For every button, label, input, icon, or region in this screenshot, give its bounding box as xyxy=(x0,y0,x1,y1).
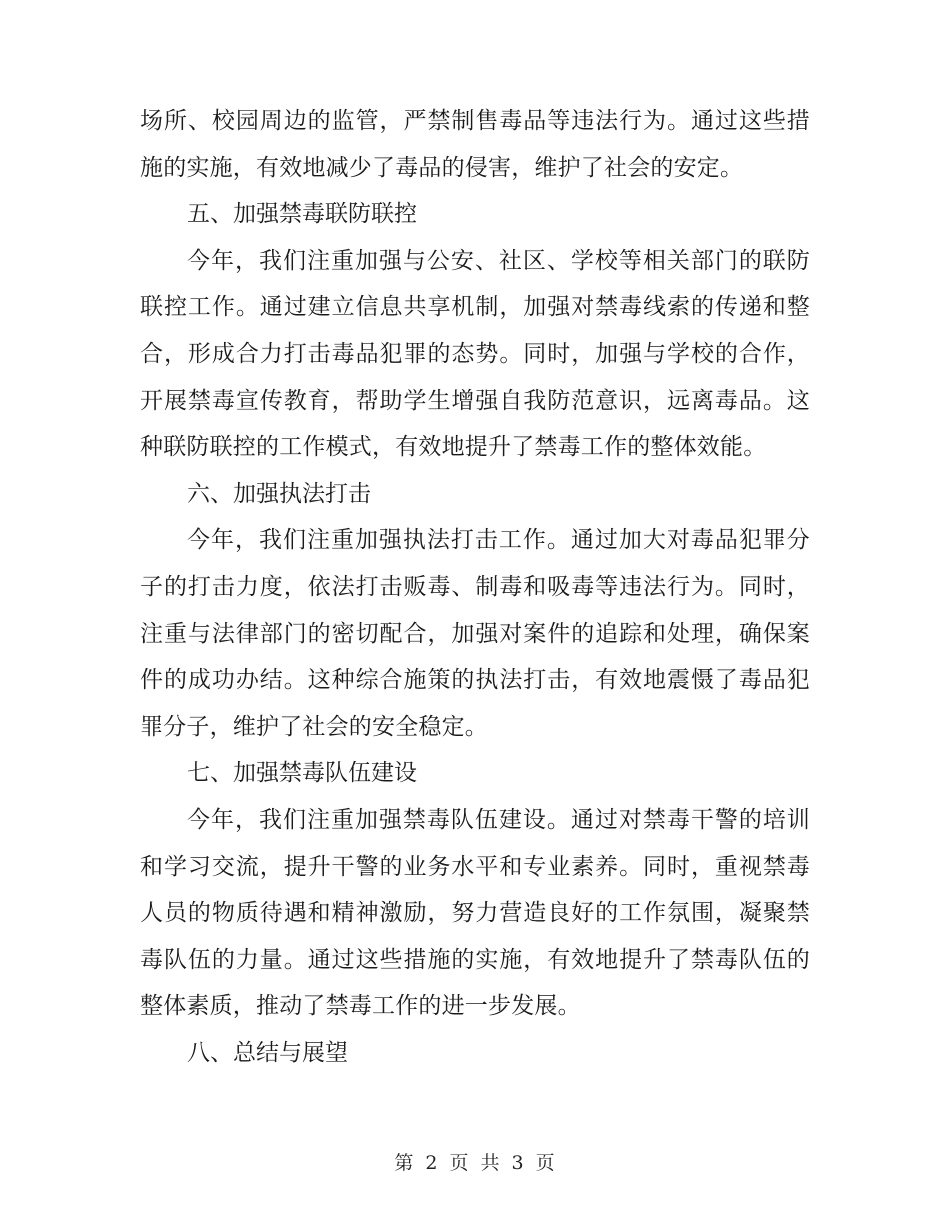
paragraph-team-building: 今年，我们注重加强禁毒队伍建设。通过对禁毒干警的培训和学习交流，提升干警的业务水平和专业素养。同时，重视禁毒人员的物质待遇和精神激励，努力营造良好的工作氛围，凝聚禁毒队伍的力量。通过这些措施的实施，有效地提升了禁毒队伍的整体素质，推动了禁毒工作的进一步发展。 xyxy=(140,806,810,1020)
paragraph-law-enforcement: 今年，我们注重加强执法打击工作。通过加大对毒品犯罪分子的打击力度，依法打击贩毒、制毒和吸毒等违法行为。同时，注重与法律部门的密切配合，加强对案件的追踪和处理，确保案件的成功办结。这种综合施策的执法打击，有效地震慑了毒品犯罪分子，维护了社会的安全稳定。 xyxy=(140,527,810,740)
page-number-footer: 第 2 页 共 3 页 xyxy=(394,1152,556,1174)
section-heading-6: 六、加强执法打击 xyxy=(187,480,371,507)
document-body xyxy=(140,98,810,1076)
section-heading-8: 八、总结与展望 xyxy=(187,1039,348,1066)
section-heading-5: 五、加强禁毒联防联控 xyxy=(187,201,417,228)
section-heading-7: 七、加强禁毒队伍建设 xyxy=(187,760,417,787)
paragraph-joint-prevention: 今年，我们注重加强与公安、社区、学校等相关部门的联防联控工作。通过建立信息共享机制，加强对禁毒线索的传递和整合，形成合力打击毒品犯罪的态势。同时，加强与学校的合作，开展禁毒宣传教育，帮助学生增强自我防范意识，远离毒品。这种联防联控的工作模式，有效地提升了禁毒工作的整体效能。 xyxy=(140,247,810,461)
paragraph-continuation: 场所、校园周边的监管，严禁制售毒品等违法行为。通过这些措施的实施，有效地减少了毒品的侵害，维护了社会的安定。 xyxy=(140,108,810,181)
